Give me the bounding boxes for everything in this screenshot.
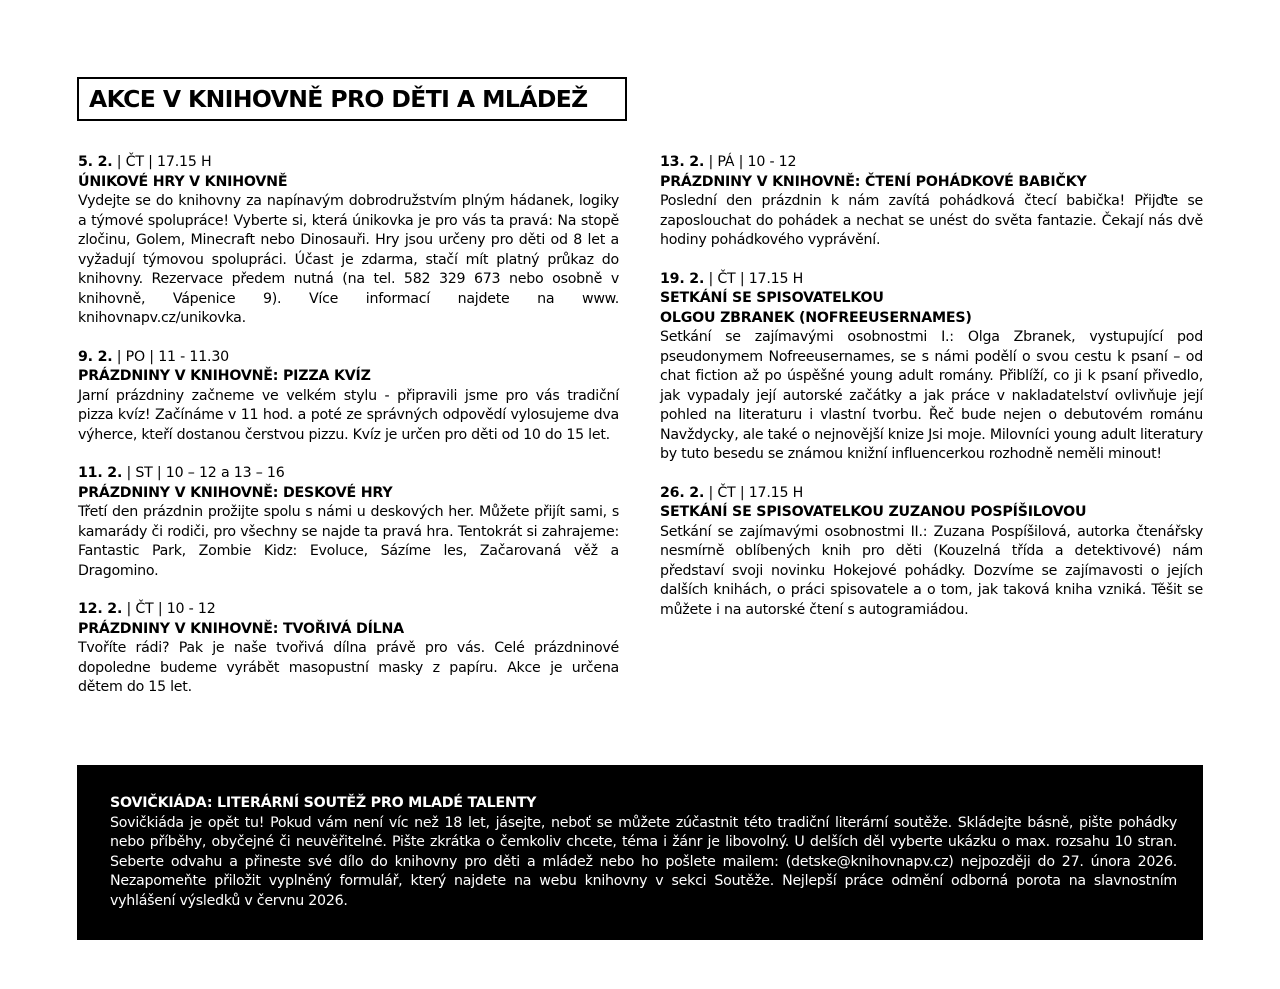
event-meta	[78, 600, 619, 620]
page-title: AKCE V KNIHOVNĚ PRO DĚTI A MLÁDEŽ	[89, 85, 588, 113]
event-title: PRÁZDNINY V KNIHOVNĚ: ČTENÍ POHÁDKOVÉ BABIČKY	[660, 173, 1087, 190]
event-description: Setkání se zajímavými osobnostmi II.: Zuzana Pospíšilová, autorka čtenářsky nesmírně oblíbených knih pro děti (Kouzelná třída a detektivové) nám představí svoji novinku Hokejové pohádky. Dozvíme se zajímavosti o jejích dalších knihách, o práci spisovatele a o tom, jak taková kniha vzniká. Těšit se můžete i na autorské čtení s autogramiádou.	[660, 523, 1203, 618]
event-day-time: | PÁ | 10 - 12	[704, 154, 797, 170]
event-day-time: | ČT | 17.15 H	[704, 484, 804, 501]
event-date: 19. 2.	[660, 270, 705, 287]
event-item	[660, 153, 1203, 251]
event-title: PRÁZDNINY V KNIHOVNĚ: TVOŘIVÁ DÍLNA	[78, 620, 404, 637]
event-meta	[78, 153, 619, 173]
event-meta	[660, 153, 1203, 173]
event-item	[78, 153, 619, 329]
event-title: ÚNIKOVÉ HRY V KNIHOVNĚ	[78, 173, 288, 190]
event-date: 11. 2.	[78, 465, 123, 481]
event-day-time: | PO | 11 - 11.30	[112, 348, 229, 365]
event-title-line-2: OLGOU ZBRANEK (NOFREEUSERNAMES)	[660, 309, 972, 326]
event-title: PRÁZDNINY V KNIHOVNĚ: PIZZA KVÍZ	[78, 368, 371, 384]
event-meta	[660, 484, 1203, 504]
event-description: Vydejte se do knihovny za napínavým dobrodružstvím plným hádanek, logiky a týmové spolupráce! Vyberte si, která únikovka je pro vás ta pravá: Na stopě zločinu, Golem, Minecraft nebo Dinosauři. Hry jsou určeny pro děti od 8 let a vyžadují týmovou spolupráci. Účast je zdarma, stačí mít platný průkaz do knihovny. Rezervace předem nutná (na tel. 582 329 673 nebo osobně v knihovně, Vápenice 9). Více informací najdete na www. knihovnapv.cz/unikovka.	[78, 193, 619, 326]
event-date: 13. 2.	[660, 154, 705, 170]
event-description: Poslední den prázdnin k nám zavítá pohádková čtecí babička! Přijďte se zaposlouchat do pohádek a nechat se unést do světa fantazie. Čekají nás dvě hodiny pohádkového vyprávění.	[660, 193, 1203, 248]
event-item	[78, 348, 619, 446]
event-title: SETKÁNÍ SE SPISOVATELKOU	[660, 290, 884, 306]
event-item	[78, 464, 619, 581]
event-meta	[660, 270, 1203, 290]
event-date: 5. 2.	[78, 154, 113, 170]
competition-description: Sovičkiáda je opět tu! Pokud vám není víc než 18 let, jásejte, neboť se můžete zúčastnit této tradiční literární soutěže. Skládejte básně, pište pohádky nebo příběhy, obyčejné či neuvěřitelné. Pište zkrátka o čemkoliv chcete, téma i žánr je libovolný. U delších děl vyberte ukázku o max. rozsahu 10 stran. Seberte odvahu a přineste své dílo do knihovny pro děti a mládež nebo ho pošlete mailem: (detske@knihovnapv.cz) nejpozději do 27. února 2026. Nezapomeňte přiložit vyplněný formulář, který najdete na webu knihovny v sekci Soutěže. Nejlepší práce odmění odborná porota na slavnostním vyhlášení výsledků v červnu 2026.	[110, 814, 1177, 909]
events-column-right	[660, 153, 1203, 639]
event-day-time: | ČT | 17.15 H	[112, 154, 212, 170]
event-title: SETKÁNÍ SE SPISOVATELKOU ZUZANOU POSPÍŠILOVOU	[660, 504, 1087, 520]
event-item	[660, 484, 1203, 621]
event-description: Tvoříte rádi? Pak je naše tvořivá dílna právě pro vás. Celé prázdninové dopoledne budeme vyrábět masopustní masky z papíru. Akce je určena dětem do 15 let.	[78, 640, 619, 695]
event-description: Jarní prázdniny začneme ve velkém stylu - připravili jsme pro vás tradiční pizza kvíz! Začínáme v 11 hod. a poté ze správných odpovědí vylosujeme dva výherce, kteří dostanou čerstvou pizzu. Kvíz je určen pro děti od 10 do 15 let.	[78, 387, 619, 443]
competition-box	[77, 765, 1203, 940]
events-column-left	[78, 153, 619, 717]
page-title-box	[77, 77, 627, 121]
event-day-time: | ST | 10 – 12 a 13 – 16	[122, 465, 285, 481]
event-description: Třetí den prázdnin prožijte spolu s námi u deskových her. Můžete přijít sami, s kamarády či rodiči, pro všechny se najde ta pravá hra. Tentokrát si zahrajeme: Fantastic Park, Zombie Kidz: Evoluce, Sázíme les, Začarovaná věž a Dragomino.	[78, 504, 619, 579]
event-meta	[78, 348, 619, 368]
event-day-time: | ČT | 10 - 12	[122, 601, 216, 617]
competition-title: SOVIČKIÁDA: LITERÁRNÍ SOUTĚŽ PRO MLADÉ TALENTY	[110, 795, 537, 811]
event-title: PRÁZDNINY V KNIHOVNĚ: DESKOVÉ HRY	[78, 484, 393, 501]
event-meta	[78, 464, 619, 484]
event-date: 12. 2.	[78, 601, 123, 617]
event-description: Setkání se zajímavými osobnostmi I.: Olga Zbranek, vystupující pod pseudonymem Nofreeusernames, se s námi podělí o svou cestu k psaní – od chat fiction až po úspěšné young adult romány. Přiblíží, co ji k psaní přivedlo, jak vypadaly její autorské začátky a jak práce v nakladatelství ovlivňuje její pohled na literaturu i vlastní tvorbu. Řeč bude nejen o debutovém románu Navždycky, ale také o nejnovější knize Jsi moje. Milovníci young adult literatury by tuto besedu se známou knižní influencerkou rozhodně neměli minout!	[660, 329, 1203, 462]
event-item	[78, 600, 619, 698]
event-item	[660, 270, 1203, 465]
event-date: 9. 2.	[78, 348, 113, 365]
event-date: 26. 2.	[660, 484, 705, 501]
event-day-time: | ČT | 17.15 H	[704, 270, 804, 287]
